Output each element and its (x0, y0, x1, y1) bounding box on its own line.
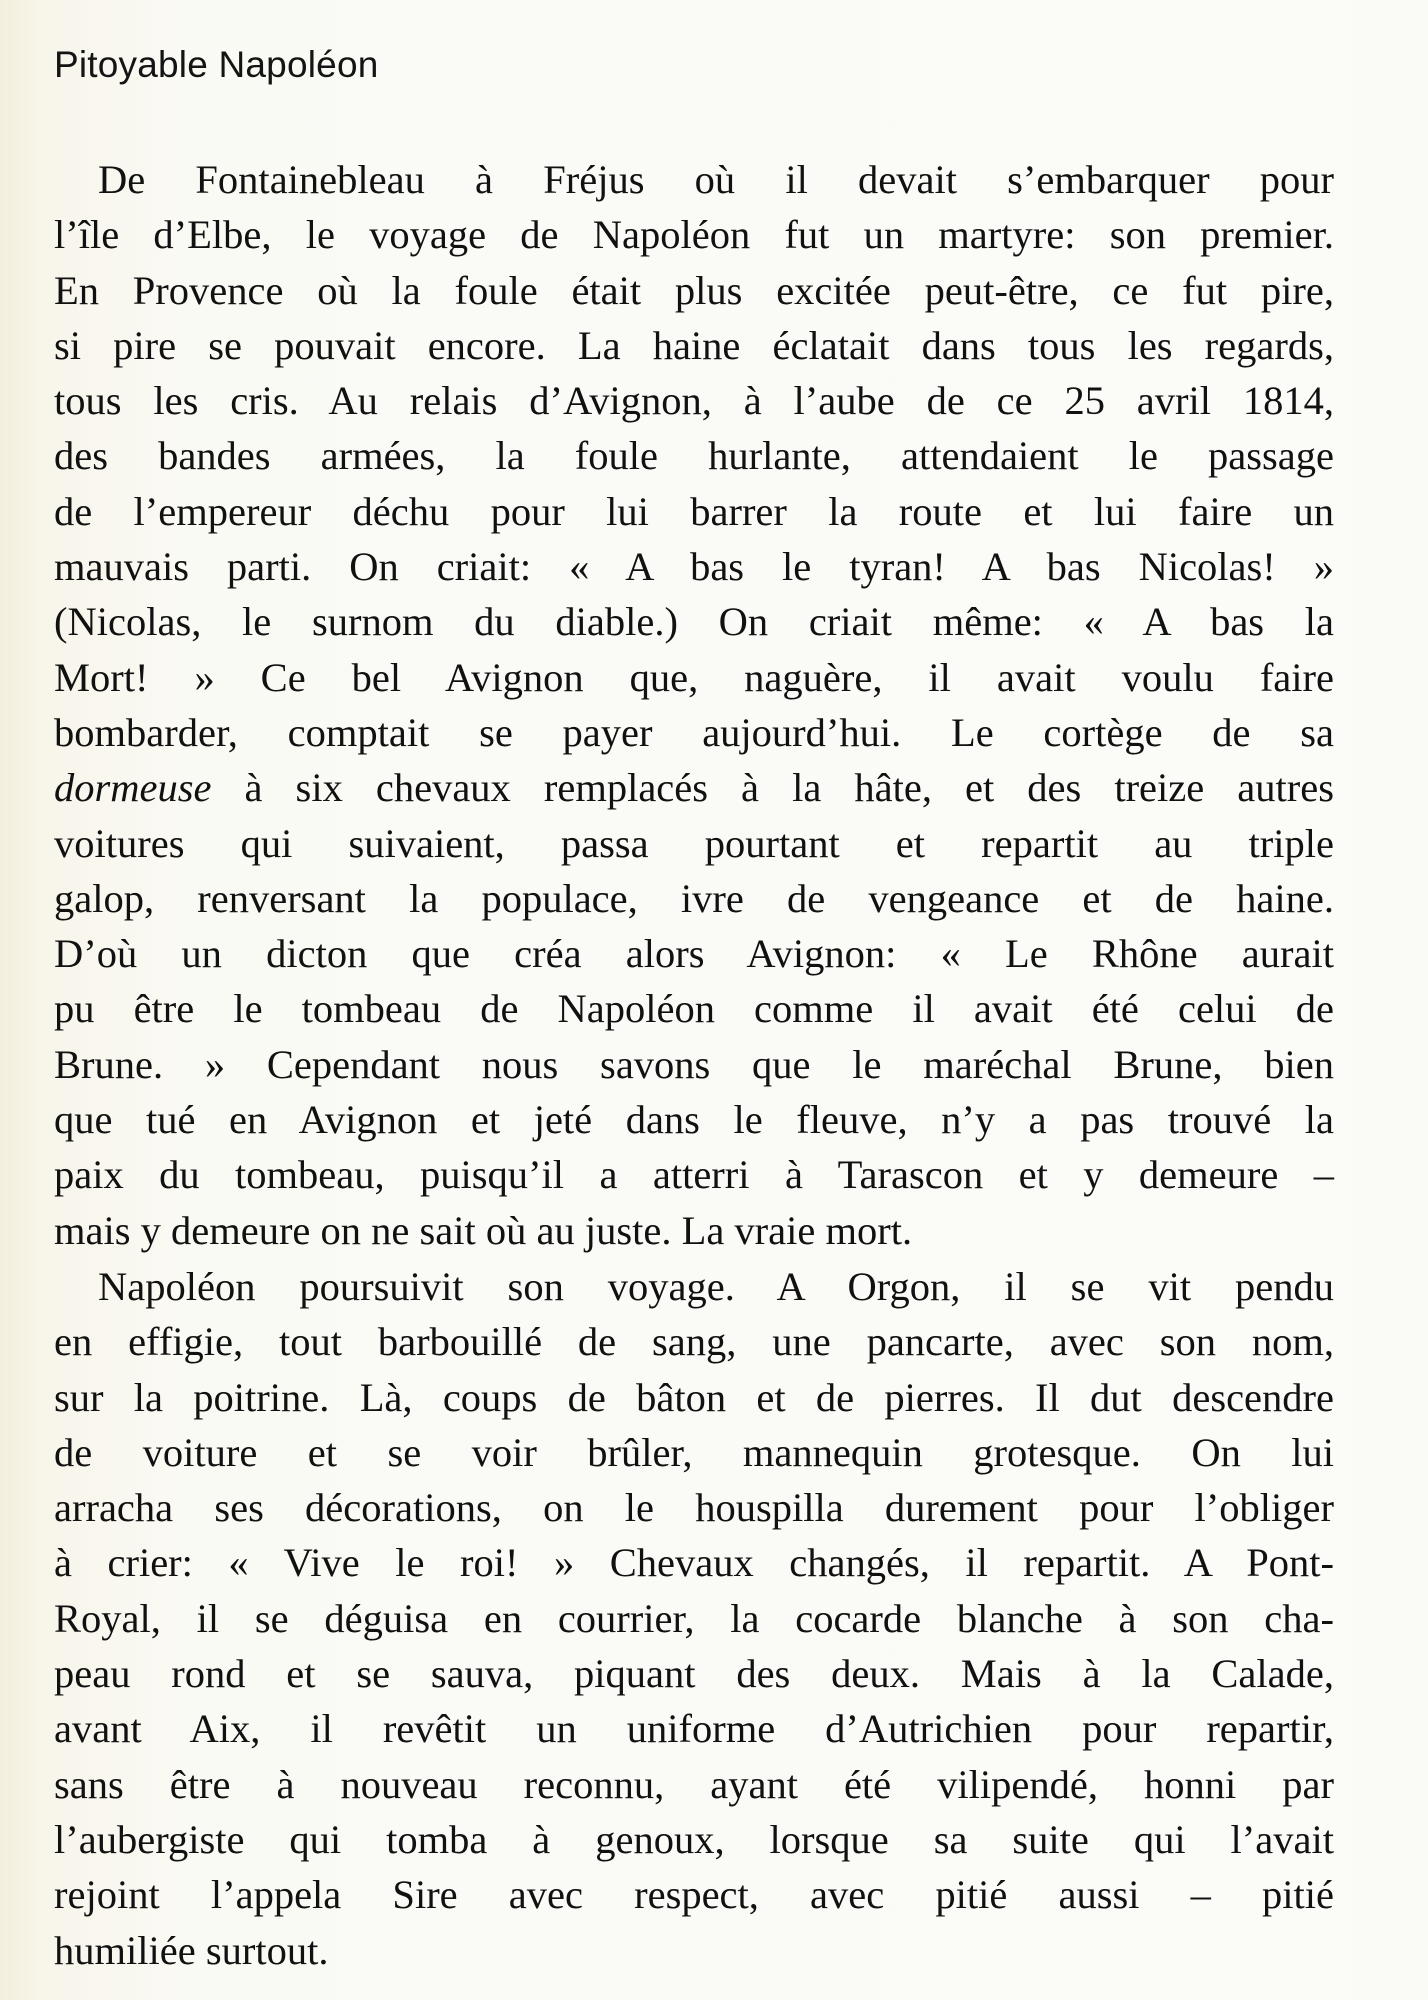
text-line: que tué en Avignon et jeté dans le fleuve, n’y a pas trouvé la (54, 1097, 1334, 1143)
text-line: à crier: « Vive le roi! » Chevaux changés, il repartit. A Pont- (54, 1540, 1334, 1586)
paragraph-1 (54, 152, 1334, 1258)
text-line: tous les cris. Au relais d’Avignon, à l’aube de ce 25 avril 1814, (54, 378, 1334, 424)
text-line: arracha ses décorations, on le houspilla durement pour l’obliger (54, 1485, 1334, 1531)
text-line: de voiture et se voir brûler, mannequin grotesque. On lui (54, 1429, 1334, 1475)
italic-word: dormeuse (54, 765, 212, 811)
body-text (54, 152, 1334, 1978)
text-line: avant Aix, il revêtit un uniforme d’Autrichien pour repartir, (54, 1706, 1334, 1752)
text-line: en effigie, tout barbouillé de sang, une pancarte, avec son nom, (54, 1319, 1334, 1365)
text-line: mais y demeure on ne sait où au juste. La vraie mort. (54, 1207, 913, 1253)
text-line: des bandes armées, la foule hurlante, attendaient le passage (54, 433, 1334, 479)
page-heading: Pitoyable Napoléon (54, 44, 379, 85)
text-line: paix du tombeau, puisqu’il a atterri à Tarascon et y demeure – (54, 1152, 1334, 1198)
text-line: bombarder, comptait se payer aujourd’hui. Le cortège de sa (54, 709, 1334, 755)
text-line: voitures qui suivaient, passa pourtant et repartit au triple (54, 820, 1334, 866)
text-line: Royal, il se déguisa en courrier, la cocarde blanche à son cha- (54, 1595, 1334, 1641)
text-line: l’aubergiste qui tomba à genoux, lorsque sa suite qui l’avait (54, 1816, 1334, 1862)
text-line: rejoint l’appela Sire avec respect, avec pitié aussi – pitié (54, 1872, 1334, 1918)
text-line-rest: à six chevaux remplacés à la hâte, et des treize autres (211, 765, 1334, 811)
text-line: humiliée surtout. (54, 1927, 329, 1973)
text-line: En Provence où la foule était plus excitée peut-être, ce fut pire, (54, 267, 1334, 313)
text-line: Brune. » Cependant nous savons que le maréchal Brune, bien (54, 1041, 1334, 1087)
text-line: Napoléon poursuivit son voyage. A Orgon, il se vit pendu (98, 1263, 1334, 1309)
text-line: D’où un dicton que créa alors Avignon: « Le Rhône aurait (54, 931, 1334, 977)
text-line: De Fontainebleau à Fréjus où il devait s’embarquer pour (98, 157, 1334, 202)
text-line: Mort! » Ce bel Avignon que, naguère, il avait voulu faire (54, 654, 1334, 700)
paragraph-2 (54, 1259, 1334, 1978)
text-line: sur la poitrine. Là, coups de bâton et de pierres. Il dut descendre (54, 1374, 1334, 1420)
text-line: galop, renversant la populace, ivre de vengeance et de haine. (54, 875, 1334, 921)
text-line: si pire se pouvait encore. La haine éclatait dans tous les regards, (54, 322, 1334, 368)
text-line: (Nicolas, le surnom du diable.) On criait même: « A bas la (54, 599, 1334, 645)
text-line: peau rond et se sauva, piquant des deux. Mais à la Calade, (54, 1651, 1334, 1697)
text-line (54, 760, 1334, 815)
text-line: de l’empereur déchu pour lui barrer la route et lui faire un (54, 488, 1334, 534)
text-line: pu être le tombeau de Napoléon comme il avait été celui de (54, 986, 1334, 1032)
text-line: sans être à nouveau reconnu, ayant été vilipendé, honni par (54, 1761, 1334, 1807)
text-line: l’île d’Elbe, le voyage de Napoléon fut un martyre: son premier. (54, 212, 1334, 258)
text-line: mauvais parti. On criait: « A bas le tyran! A bas Nicolas! » (54, 544, 1334, 590)
